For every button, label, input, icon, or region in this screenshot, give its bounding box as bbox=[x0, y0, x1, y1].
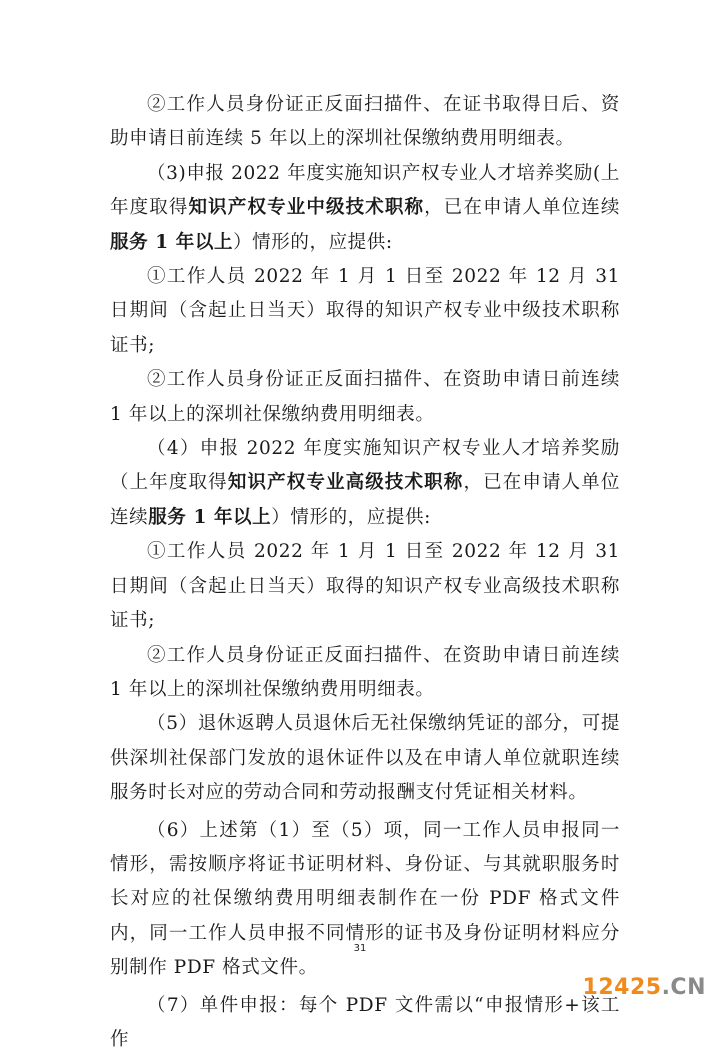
paragraph-section-7: （7）单件申报：每个 PDF 文件需以“申报情形+该工作 bbox=[110, 994, 620, 1050]
paragraph-section-5: （5）退休返聘人员退休后无社保缴纳凭证的部分，可提供深圳社保部门发放的退休证件以及在申请人单位就职连续服务时长对应的劳动合同和劳动报酬支付凭证相关材料。 bbox=[110, 713, 620, 804]
section-3-outro: ）情形的，应提供: bbox=[233, 231, 393, 253]
section-4-title-bold: 知识产权专业高级技术职称 bbox=[227, 472, 464, 494]
page-number: 31 bbox=[353, 943, 367, 954]
section-3-title-bold: 知识产权专业中级技术职称 bbox=[188, 197, 425, 219]
paragraph-section-3-item-2: ②工作人员身份证正反面扫描件、在资助申请日前连续 1 年以上的深圳社保缴纳费用明细表。 bbox=[110, 369, 620, 425]
watermark-domain: .CN bbox=[661, 975, 706, 1000]
watermark-number: 12425 bbox=[582, 975, 662, 1000]
section-4-duration-bold: 服务 1 年以上 bbox=[148, 506, 272, 528]
section-4-middle: ，已在申请人单位连续 bbox=[110, 472, 620, 528]
paragraph-section-6: （6）上述第（1）至（5）项，同一工作人员申报同一情形，需按顺序将证书证明材料、身份证、与其就职服务时长对应的社保缴纳费用明细表制作在一份 PDF 格式文件内，同一工作人员申报不同情形的证书及身份证明材料应分别制作 PDF 格式文件。 bbox=[110, 819, 620, 979]
site-watermark-logo bbox=[583, 975, 706, 1000]
paragraph-section-4-item-2: ②工作人员身份证正反面扫描件、在资助申请日前连续 1 年以上的深圳社保缴纳费用明细表。 bbox=[110, 644, 620, 700]
paragraph-section-4 bbox=[110, 432, 620, 535]
section-3-intro: （3)申报 2022 年度实施知识产权专业人才培养奖励(上年度取得 bbox=[110, 162, 620, 219]
paragraph-section-4-item-1: ①工作人员 2022 年 1 月 1 日至 2022 年 12 月 31 日期间（含起止日当天）取得的知识产权专业高级技术职称证书; bbox=[110, 541, 620, 632]
paragraph-section-3 bbox=[110, 157, 620, 260]
section-3-middle: ，已在申请人单位连续 bbox=[424, 197, 620, 219]
section-4-outro: ）情形的，应提供: bbox=[271, 506, 431, 528]
paragraph-item-2-id-scan: ②工作人员身份证正反面扫描件、在证书取得日后、资助申请日前连续 5 年以上的深圳社保缴纳费用明细表。 bbox=[110, 94, 620, 150]
paragraph-section-3-item-1: ①工作人员 2022 年 1 月 1 日至 2022 年 12 月 31 日期间（含起止日当天）取得的知识产权专业中级技术职称证书; bbox=[110, 266, 620, 356]
section-3-duration-bold: 服务 1 年以上 bbox=[110, 231, 234, 253]
section-4-intro: （4）申报 2022 年度实施知识产权专业人才培养奖励（上年度取得 bbox=[110, 438, 620, 494]
document-body bbox=[110, 88, 620, 1057]
